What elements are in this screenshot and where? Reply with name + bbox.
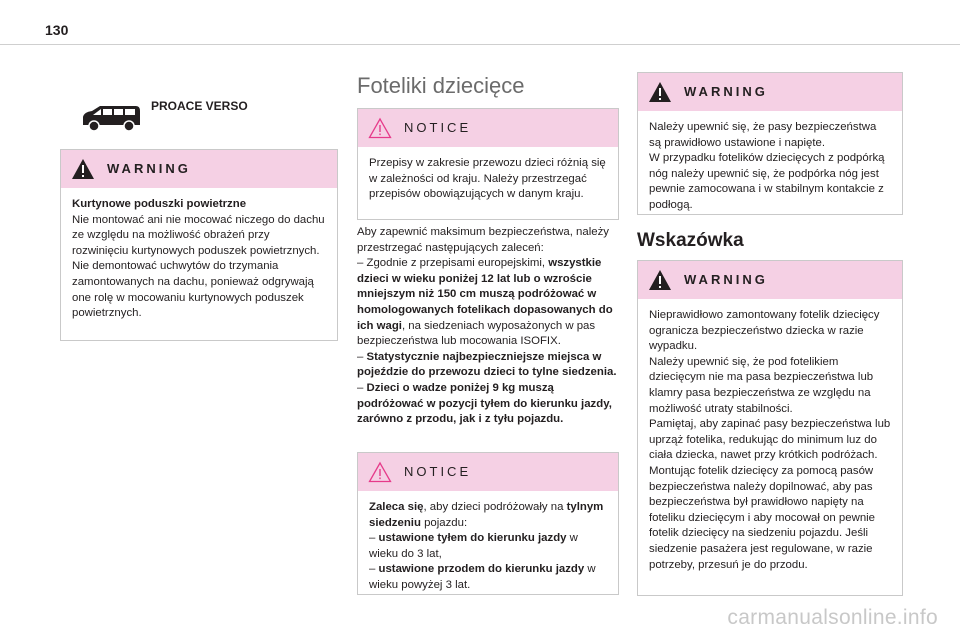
notice-rear-seat-text: Zaleca się, aby dzieci podróżowały na tylnym siedzeniu pojazdu: – ustawione tyłem do kierunku jazdy w wieku do 3 lat, – ustawione przodem do kierunku jazdy w wieku powyżej 3 lat. (369, 501, 604, 591)
warning-title: WARNING (684, 84, 768, 99)
watermark: carmanualsonline.info (727, 606, 938, 629)
notice-text: Przepisy w zakresie przewozu dzieci różnią się w zależności od kraju. Należy przestrzegać przepisów obowiązujących w danym kraju. (369, 157, 606, 201)
warning-box-installation (637, 260, 903, 596)
notice-triangle-icon (368, 461, 392, 483)
page-number: 130 (45, 22, 69, 38)
notice-box-rear-seat (357, 452, 619, 595)
warning-title: WARNING (107, 161, 191, 176)
warning-text: Nie montować ani nie mocować niczego do dachu ze względu na możliwość obrażeń przy rozwinięciu kurtynowych poduszek powietrznych. (72, 213, 325, 257)
warning-text-2: Nie demontować uchwytów do trzymania zamontowanych na dachu, ponieważ odgrywają one rolę w mocowaniu kurtynowych poduszek powietrznych. (72, 260, 314, 320)
warning-installation-text: Nieprawidłowo zamontowany fotelik dziecięcy ogranicza bezpieczeństwo dziecka w razie wypadku. Należy upewnić się, że pod fotelikiem dziecięcym nie ma pasa bezpieczeństwa lub klamry pasa bezpieczeństwa ze względu na możliwość utraty stabilności. Pamiętaj, aby zapinać pasy bezpieczeństwa lub uprząż fotelika, redukując do minimum luz do ciała dziecka, nawet przy krótkich podróżach. Montując fotelik dziecięcy za pomocą pasów bezpieczeństwa należy dopilnować, aby pas bezpieczeństwa był prawidłowo napięty na foteliku dziecięcym i aby mocował on pewnie fotelik dziecięcy na siedzeniu pojazdu. Jeśli siedzenie pasażera jest regulowane, w razie potrzeby, przesuń je do przodu. (649, 309, 891, 571)
warning-header (61, 150, 337, 188)
warning-seatbelt-text: Należy upewnić się, że pasy bezpieczeństwa są prawidłowo ustawione i napięte. (649, 121, 877, 149)
warning-triangle-icon (71, 158, 95, 180)
warning-footrest-text: W przypadku fotelików dziecięcych z podpórką nóg należy upewnić się, że podpórka nóg jest pewnie zamocowana i w stabilnym kontakcie z podłogą. (649, 152, 885, 211)
notice-triangle-icon (368, 117, 392, 139)
warning-box-curtain-airbags (60, 149, 338, 341)
section-title: Foteliki dziecięce (357, 73, 525, 98)
warning-title: WARNING (684, 272, 768, 287)
rule-under-9kg: Dzieci o wadze poniżej 9 kg muszą podróżować w pozycji tyłem do kierunku jazdy, zarówno z przodu, jak i z tyłu pojazdu. (357, 381, 612, 426)
notice-box-regulations (357, 108, 619, 220)
notice-title: NOTICE (404, 464, 472, 479)
top-divider (0, 44, 960, 45)
section-heading-tip: Wskazówka (637, 230, 744, 251)
warning-triangle-icon (648, 269, 672, 291)
warning-triangle-icon (648, 81, 672, 103)
rule-rear-seats: Statystycznie najbezpieczniejsze miejsca w pojeździe do przewozu dzieci to tylne siedzenia. (357, 350, 617, 379)
rule-under-12: wszystkie dzieci w wieku poniżej 12 lat lub o wzroście mniejszym niż 150 cm muszą podróżować w homologowanych fotelikach dopasowanych do ich wagi (357, 257, 613, 332)
warning-subtitle: Kurtynowe poduszki powietrzne (72, 198, 247, 210)
intro-text: Aby zapewnić maksimum bezpieczeństwa, należy przestrzegać następujących zaleceń: (357, 226, 609, 254)
van-icon (80, 103, 142, 133)
vehicle-label: PROACE VERSO (151, 99, 248, 113)
warning-box-seatbelts (637, 72, 903, 215)
child-seat-recommendations: Aby zapewnić maksimum bezpieczeństwa, należy przestrzegać następujących zaleceń: – Zgodnie z przepisami europejskimi, wszystkie dzieci w wieku poniżej 12 lat lub o wzroście mniejszym niż 150 cm muszą podróżować w homologowanych fotelikach dopasowanych do ich wagi, na siedzeniach wyposażonych w pas bezpieczeństwa lub mocowania ISOFIX. – Statystycznie najbezpieczniejsze miejsca w pojeździe do przewozu dzieci to tylne siedzenia. – Dzieci o wadze poniżej 9 kg muszą podróżować w pozycji tyłem do kierunku jazdy, zarówno z przodu, jak i z tyłu pojazdu. (357, 225, 619, 428)
notice-title: NOTICE (404, 120, 472, 135)
